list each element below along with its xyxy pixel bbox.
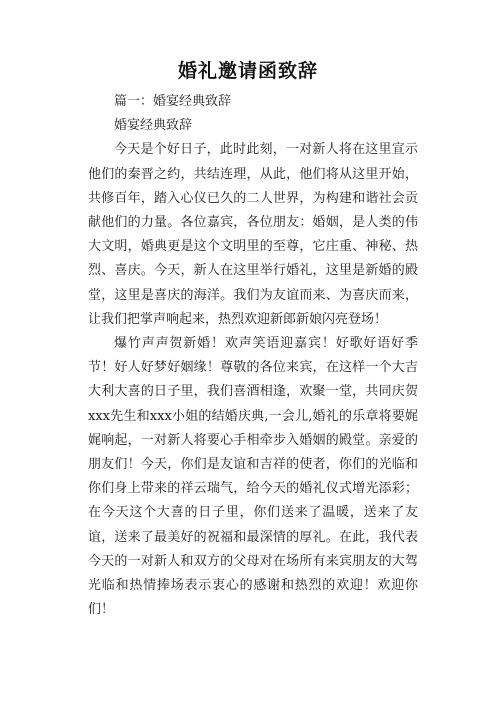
document-body	[88, 90, 418, 622]
subheading: 婚宴经典致辞	[114, 118, 193, 134]
section-heading: 篇一：婚宴经典致辞	[114, 94, 232, 109]
document-title: 婚礼邀请函致辞	[177, 60, 318, 82]
paragraph-2: 爆竹声声贺新婚！欢声笑语迎嘉宾！好歌好语好季节！好人好梦好姻缘！尊敬的各位来宾，在这样一个大吉大利大喜的日子里，我们喜酒相逢，欢聚一堂，共同庆贺xxx先生和xxx小姐的结婚庆典,一会儿,婚礼的乐章将要娓娓响起，一对新人将要心手相牵步入婚姻的殿堂。亲爱的朋友们！今天，你们是友谊和吉祥的使者，你们的光临和你们身上带来的祥云瑞气，给今天的婚礼仪式增光添彩；在今天这个大喜的日子里，你们送来了温暖，送来了友谊，送来了最美好的祝福和最深情的厚礼。在此，我代表今天的一对新人和双方的父母对在场所有来宾朋友的大驾光临和热情捧场表示衷心的感谢和热烈的欢迎！欢迎你们！	[88, 336, 418, 618]
paragraph-1: 今天是个好日子，此时此刻，一对新人将在这里宣示他们的秦晋之约，共结连理，从此，他们将从这里开始，共修百年，踏入心仪已久的二人世界，为构建和谐社会贡献他们的力量。各位嘉宾，各位朋友：婚姻，是人类的伟大文明，婚典更是这个文明里的至尊，它庄重、神秘、热烈、喜庆。今天，新人在这里举行婚礼，这里是新婚的殿堂，这里是喜庆的海洋。我们为友谊而来、为喜庆而来，让我们把掌声响起来，热烈欢迎新郎新娘闪亮登场！	[88, 142, 418, 327]
